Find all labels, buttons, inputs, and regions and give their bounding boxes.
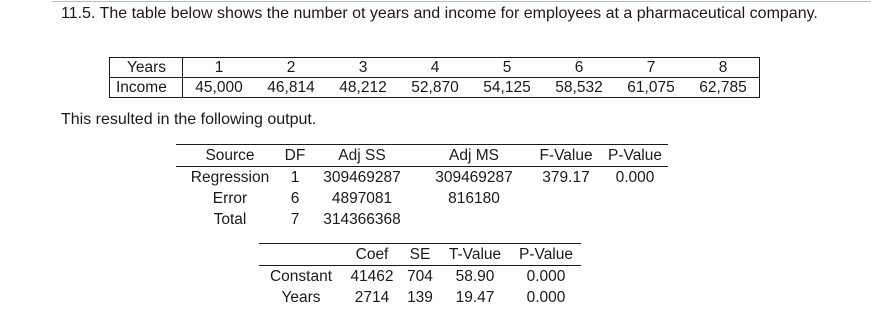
header-cell: Coef <box>343 244 401 266</box>
cell: 62,785 <box>687 78 760 98</box>
cell: Years <box>281 289 321 306</box>
cell: 58.90 <box>455 268 495 285</box>
cell: 5 <box>471 58 543 78</box>
cell: 816180 <box>448 190 500 207</box>
problem-statement: 11.5. The table below shows the number ot years and income for employees at a pharmaceutical company. <box>61 5 818 22</box>
table-row <box>176 167 668 189</box>
anova-table <box>176 144 668 230</box>
cell: 41462 <box>350 268 394 285</box>
cell: 4897081 <box>331 190 393 207</box>
cell: 0.000 <box>526 289 566 306</box>
header-cell: P-Value <box>602 145 668 167</box>
cell: 52,870 <box>399 78 471 98</box>
header-cell: T-Value <box>439 244 511 266</box>
table-row <box>259 287 581 308</box>
cell: 48,212 <box>327 78 399 98</box>
cell: 58,532 <box>543 78 615 98</box>
cell <box>418 209 530 230</box>
cell: 7 <box>615 58 687 78</box>
anova-header-row <box>176 145 668 167</box>
table-row <box>176 209 668 230</box>
cell: 309469287 <box>435 169 513 186</box>
cell: 1 <box>290 169 300 186</box>
cell <box>530 209 602 230</box>
header-cell: P-Value <box>511 244 581 266</box>
header-cell: Adj SS <box>306 145 418 167</box>
cell <box>602 188 668 209</box>
cell: Regression <box>190 169 270 186</box>
cell: 139 <box>407 289 433 306</box>
cell: 4 <box>399 58 471 78</box>
cell: 704 <box>407 268 433 285</box>
cell: 379.17 <box>542 169 590 186</box>
top-rule <box>52 1 871 2</box>
cell: 1 <box>183 58 256 78</box>
cell: 0.000 <box>526 268 566 285</box>
cell: 309469287 <box>323 169 401 186</box>
cell: 7 <box>290 211 300 228</box>
cell: 6 <box>543 58 615 78</box>
coef-header-row <box>259 244 581 266</box>
row-label: Income <box>110 78 183 98</box>
coefficients-table <box>259 243 581 308</box>
header-cell <box>259 244 343 266</box>
output-intro: This resulted in the following output. <box>61 111 317 128</box>
cell: 45,000 <box>183 78 256 98</box>
cell: 61,075 <box>615 78 687 98</box>
header-cell: F-Value <box>530 145 602 167</box>
header-cell: Adj MS <box>418 145 530 167</box>
cell: 46,814 <box>255 78 327 98</box>
header-cell: DF <box>284 145 306 167</box>
header-cell: Source <box>176 145 284 167</box>
cell <box>602 209 668 230</box>
table-row <box>176 188 668 209</box>
cell: 3 <box>327 58 399 78</box>
cell: 19.47 <box>455 289 495 306</box>
cell: 2714 <box>354 289 390 306</box>
years-row <box>110 58 760 78</box>
cell: Constant <box>269 268 333 285</box>
income-row <box>110 78 760 98</box>
cell: 0.000 <box>615 169 655 186</box>
cell: 314366368 <box>323 211 401 228</box>
cell: 2 <box>255 58 327 78</box>
row-label: Years <box>110 58 183 78</box>
cell: Error <box>212 190 248 207</box>
cell: Total <box>213 211 247 228</box>
table-row <box>259 266 581 288</box>
cell: 54,125 <box>471 78 543 98</box>
cell: 8 <box>687 58 760 78</box>
header-cell: SE <box>401 244 439 266</box>
years-income-table <box>109 57 760 98</box>
cell <box>530 188 602 209</box>
cell: 6 <box>290 190 300 207</box>
